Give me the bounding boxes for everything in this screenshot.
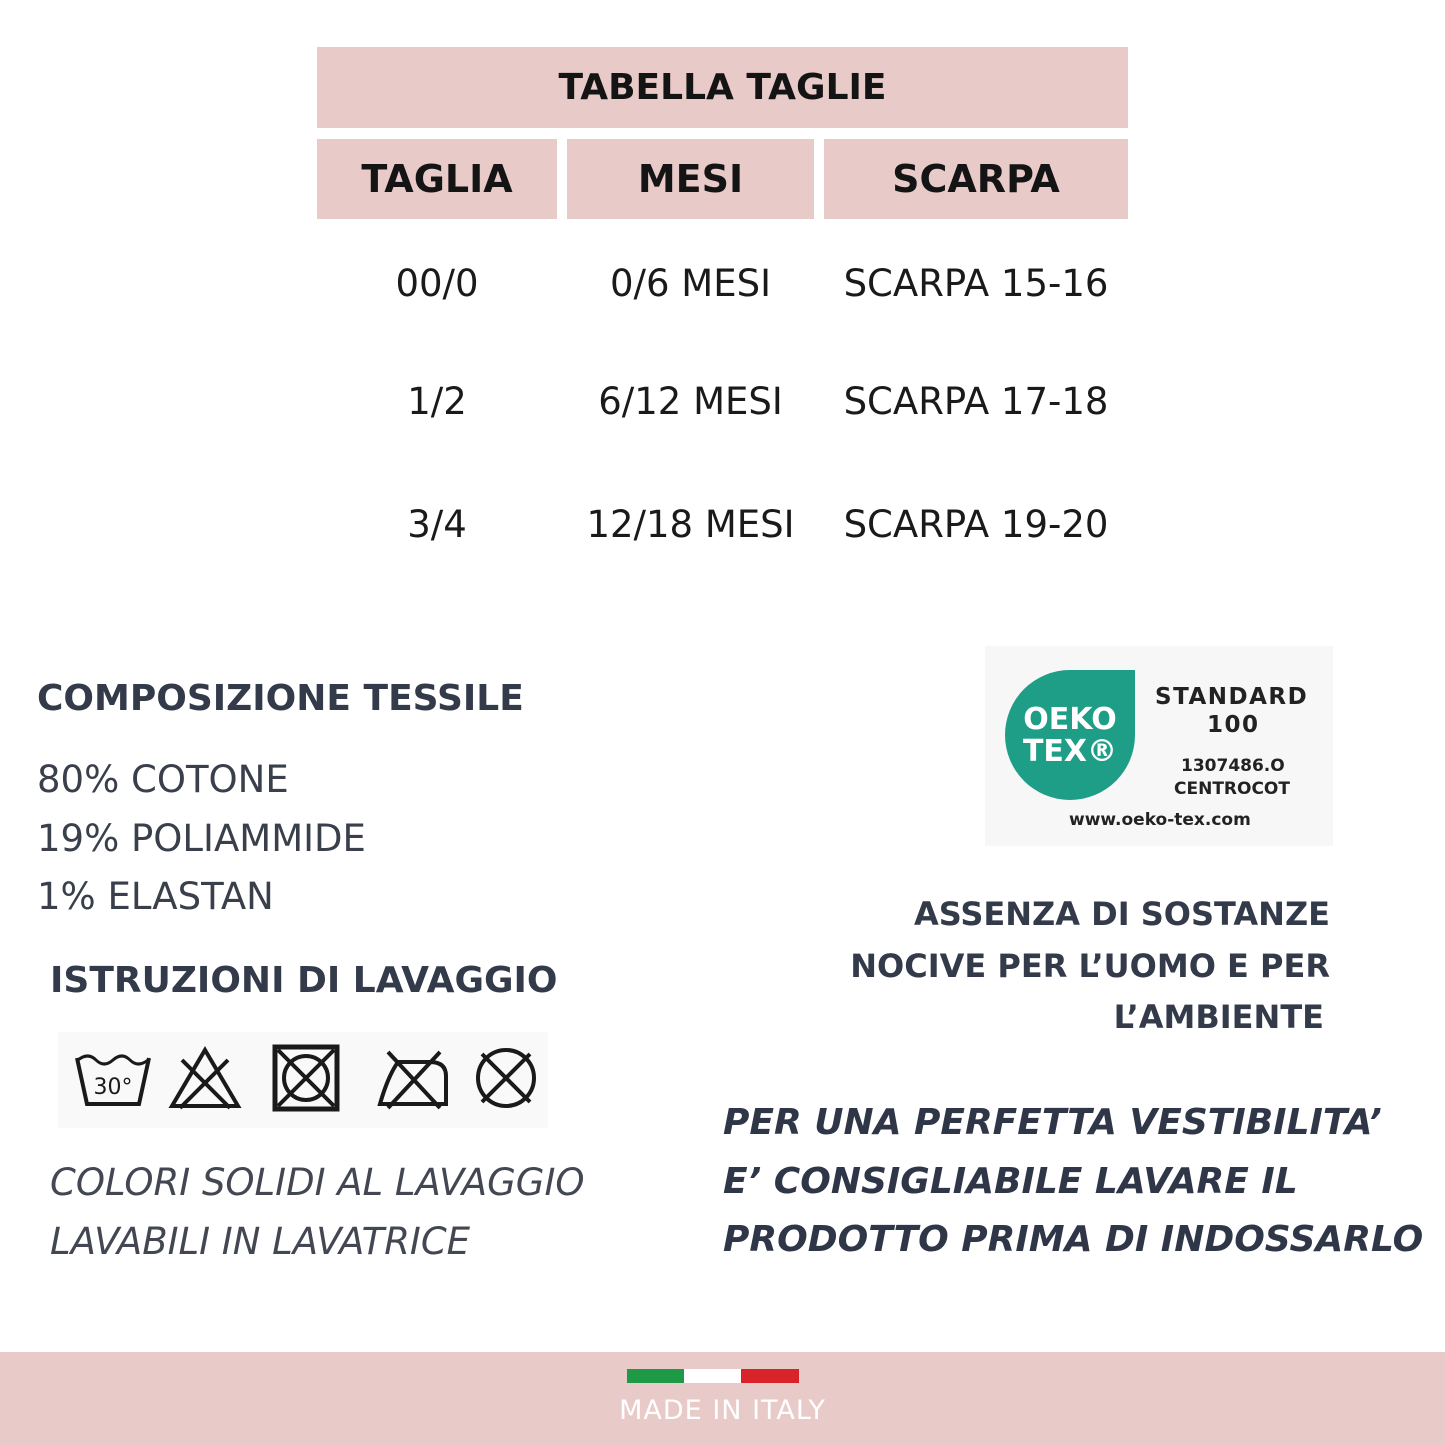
oeko-logo-line1: OEKO — [1023, 702, 1117, 737]
fit-note-line: PER UNA PERFETTA VESTIBILITA’ — [723, 1102, 1382, 1143]
care-icons — [58, 1032, 548, 1128]
composition-title: COMPOSIZIONE TESSILE — [37, 678, 524, 719]
cert-code: 1307486.O — [1181, 756, 1285, 776]
header-scarpa: SCARPA — [824, 139, 1128, 219]
composition-item: 1% ELASTAN — [37, 875, 274, 918]
size-table-title: TABELLA TAGLIE — [317, 47, 1128, 128]
wash-note: LAVABILI IN LAVATRICE — [50, 1220, 471, 1263]
oeko-logo-line2: TEX® — [1022, 734, 1118, 769]
composition-item: 19% POLIAMMIDE — [37, 817, 366, 860]
wash-temp: 30° — [93, 1075, 133, 1100]
header-taglia: TAGLIA — [317, 139, 557, 219]
table-cell: 6/12 MESI — [598, 379, 783, 423]
cert-institute: CENTROCOT — [1174, 779, 1290, 799]
table-cell: SCARPA 17-18 — [843, 379, 1109, 423]
wash-30-icon — [74, 1050, 152, 1108]
no-dry-clean-icon — [472, 1044, 540, 1112]
oeko-tex-badge — [985, 646, 1333, 846]
table-cell: 00/0 — [395, 261, 479, 305]
flag-red — [741, 1369, 799, 1383]
absence-line: L’AMBIENTE — [1113, 998, 1324, 1036]
washing-title: ISTRUZIONI DI LAVAGGIO — [50, 960, 558, 1001]
table-cell: 12/18 MESI — [586, 502, 795, 546]
table-cell: 3/4 — [407, 502, 467, 546]
made-in-italy: MADE IN ITALY — [619, 1395, 826, 1426]
no-bleach-icon — [168, 1046, 242, 1110]
standard-number: 100 — [1207, 712, 1260, 738]
fit-note-line: E’ CONSIGLIABILE LAVARE IL — [723, 1161, 1298, 1202]
flag-white — [684, 1369, 741, 1383]
absence-line: NOCIVE PER L’UOMO E PER — [850, 947, 1330, 985]
standard-label: STANDARD — [1155, 684, 1309, 710]
fit-note-line: PRODOTTO PRIMA DI INDOSSARLO — [723, 1219, 1424, 1260]
header-mesi: MESI — [567, 139, 814, 219]
table-cell: 1/2 — [407, 379, 467, 423]
table-cell: 0/6 MESI — [609, 261, 771, 305]
oeko-tex-logo — [1005, 670, 1135, 800]
table-cell: SCARPA 15-16 — [843, 261, 1109, 305]
oeko-url: www.oeko-tex.com — [1069, 810, 1251, 830]
absence-line: ASSENZA DI SOSTANZE — [913, 895, 1330, 933]
no-tumble-dry-icon — [272, 1044, 340, 1112]
wash-note: COLORI SOLIDI AL LAVAGGIO — [50, 1161, 585, 1204]
table-cell: SCARPA 19-20 — [843, 502, 1109, 546]
composition-item: 80% COTONE — [37, 758, 289, 801]
no-iron-icon — [374, 1046, 450, 1110]
flag-green — [627, 1369, 684, 1383]
